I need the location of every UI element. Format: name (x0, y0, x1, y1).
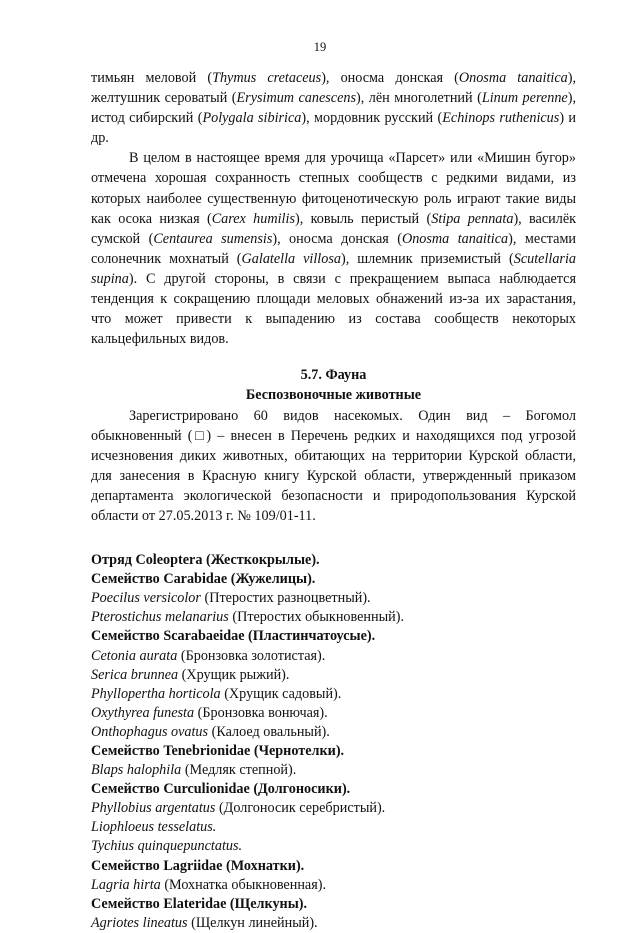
text: ), истод сибирский ( (91, 90, 576, 127)
taxon-group-label: Отряд Coleoptera (Жесткокрылые). (91, 552, 320, 569)
text: ), лён многолетний ( (356, 90, 482, 107)
common-name: (Долгоносик серебристый). (215, 800, 386, 817)
taxon-group-label: Семейство Lagriidae (Мохнатки). (91, 857, 305, 874)
common-name: (Калоед овальный). (208, 723, 330, 740)
latin-name: Oxythyrea funesta (91, 704, 195, 721)
text: ), василёк сумской ( (91, 210, 577, 247)
latin-name: Poecilus versicolor (91, 590, 201, 607)
latin-name: Liophloeus tesselatus. (91, 819, 217, 836)
species-entry (91, 685, 576, 704)
taxon-group-heading (91, 780, 576, 799)
latin-name: Polygala sibirica (202, 110, 302, 127)
species-entry (91, 608, 576, 627)
text: ), оносма донская ( (272, 230, 402, 247)
latin-name: Pterostichus melanarius (91, 609, 229, 626)
taxon-group-heading (91, 895, 576, 914)
species-entry (91, 837, 576, 856)
subsection-title: Беспозвоночные животные (245, 387, 422, 404)
latin-name: Stipa pennata (431, 210, 514, 227)
text: ), мордовник русский ( (301, 110, 443, 127)
common-name: (Хрущик рыжий). (178, 666, 290, 683)
species-entry (91, 704, 576, 723)
latin-name: Linum perenne (481, 90, 568, 107)
common-name: (Мохнатка обыкновенная). (160, 876, 327, 893)
text: ), оносма донская ( (321, 70, 459, 86)
text: тимьян меловой ( (91, 70, 213, 86)
latin-name: Phyllopertha horticola (91, 685, 221, 702)
taxon-group-label: Семейство Carabidae (Жужелицы). (91, 571, 316, 588)
text: В целом в настоящее время для урочища «Парсет» или «Мишин бугор» отмечена хорошая сохранность степных сообществ с редкими видами, из которых наиболее существенную фитоценотическую роль играют такие виды как осока низкая ( (91, 150, 576, 227)
paragraph-parset-summary (91, 148, 576, 349)
page-number: 19 (313, 40, 327, 54)
text: ). С другой стороны, в связи с прекращением выпаса наблюдается тенденция к сокращению площади меловых обнажений из-за их зарастания, что может привести к выпадению из состава сообществ некоторых кальцефильных видов. (91, 270, 576, 348)
taxon-group-heading (91, 551, 576, 570)
latin-name: Carex humilis (211, 210, 295, 227)
taxon-group-label: Семейство Curculionidae (Долгоносики). (91, 781, 351, 798)
text: ), желтушник сероватый ( (91, 70, 577, 107)
taxon-group-label: Семейство Elateridae (Щелкуны). (91, 895, 308, 912)
species-entry (91, 799, 576, 818)
latin-name: Onosma tanaitica (458, 70, 568, 86)
common-name: (Бронзовка вонючая). (194, 704, 328, 721)
section-title: 5.7. Фауна (300, 367, 367, 384)
latin-name: Cetonia aurata (91, 647, 178, 664)
latin-name: Centaurea sumensis (153, 230, 273, 247)
common-name: (Хрущик садовый). (220, 685, 342, 702)
latin-name: Echinops ruthenicus (442, 110, 560, 127)
latin-name: Scutellaria supina (91, 250, 576, 287)
taxon-group-heading (91, 857, 576, 876)
taxon-group-heading (91, 742, 576, 761)
species-entry (91, 761, 576, 780)
paragraph-insects: Зарегистрировано 60 видов насекомых. Один вид – Богомол обыкновенный (□) – внесен в Перечень редких и находящихся под угрозой исчезновения диких животных, обитающих на территории Курской области, для занесения в Красную книгу Курской области, утвержденный приказом департамента экологической безопасности и природопользования Курской области от 27.05.2013 г. № 109/01-11. (91, 407, 576, 524)
text: ), ковыль перистый ( (294, 210, 432, 227)
taxon-group-label: Семейство Tenebrionidae (Чернотелки). (91, 743, 345, 759)
species-entry (91, 876, 576, 895)
taxon-group-heading (91, 627, 576, 646)
latin-name: Lagria hirta (91, 876, 161, 893)
latin-name: Serica brunnea (91, 666, 179, 683)
species-entry (91, 914, 576, 933)
taxa-list (91, 551, 576, 933)
page-body (91, 68, 576, 933)
latin-name: Tychius quinquepunctatus. (91, 838, 243, 855)
latin-name: Galatella villosa (241, 250, 341, 267)
common-name: (Медляк степной). (181, 762, 297, 779)
text: ), шлемник приземистый ( (340, 250, 514, 267)
species-entry (91, 647, 576, 666)
text: ) и др. (91, 110, 576, 147)
common-name: (Птеростих разноцветный). (200, 590, 371, 607)
species-entry (91, 589, 576, 608)
latin-name: Phyllobius argentatus (91, 800, 216, 817)
common-name: (Щелкун линейный). (187, 914, 318, 931)
taxon-group-heading (91, 570, 576, 589)
paragraph-steppe-species (91, 68, 576, 148)
species-entry (91, 818, 576, 837)
latin-name: Onosma tanaitica (401, 230, 509, 247)
common-name: (Птеростих обыкновенный). (228, 609, 405, 626)
species-entry (91, 666, 576, 685)
latin-name: Erysimum canescens (236, 90, 357, 107)
latin-name: Agriotes lineatus (91, 914, 188, 931)
text: ), местами солонечник мохнатый ( (91, 230, 577, 267)
latin-name: Onthophagus ovatus (91, 723, 209, 740)
latin-name: Blaps halophila (91, 762, 182, 779)
taxon-group-label: Семейство Scarabaeidae (Пластинчатоусые). (91, 628, 376, 645)
common-name: (Бронзовка золотистая). (177, 647, 326, 664)
species-entry (91, 723, 576, 742)
latin-name: Thymus cretaceus (212, 70, 322, 86)
